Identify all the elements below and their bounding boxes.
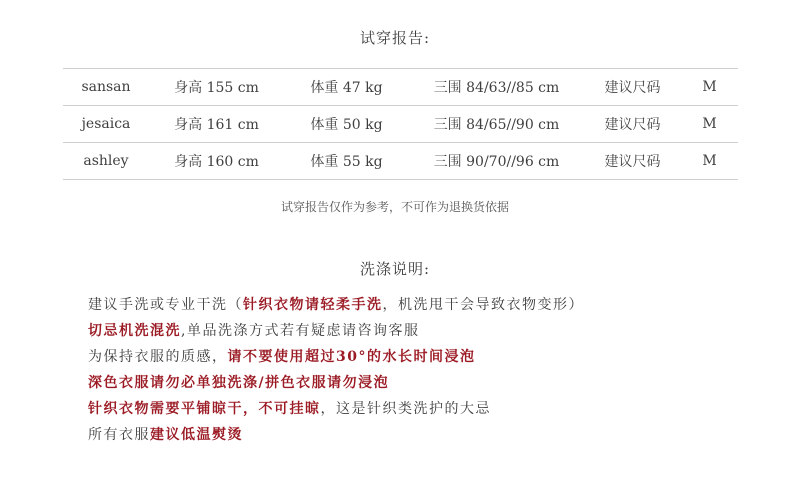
table-row bbox=[63, 68, 738, 105]
care-highlight-text: 深色衣服请勿必单独洗涤/拼色衣服请勿浸泡 bbox=[88, 375, 390, 391]
suggested-size-cell: M bbox=[681, 142, 738, 180]
table-row bbox=[63, 105, 738, 142]
model-weight-cell: 体重 55 kg bbox=[284, 142, 409, 180]
suggested-size-cell: M bbox=[681, 105, 738, 142]
suggested-size-label-cell: 建议尺码 bbox=[584, 142, 681, 180]
fit-report-table bbox=[63, 68, 738, 180]
care-text: 为保持衣服的质感， bbox=[88, 349, 228, 365]
care-text: 所有衣服 bbox=[88, 427, 150, 443]
care-line bbox=[88, 292, 748, 318]
table-row bbox=[63, 142, 738, 180]
model-measurements-cell: 三围 84/65//90 cm bbox=[409, 105, 584, 142]
model-weight-cell: 体重 47 kg bbox=[284, 68, 409, 105]
model-name-cell: sansan bbox=[63, 68, 149, 105]
care-text: 建议手洗或专业干洗（ bbox=[88, 297, 243, 313]
model-weight-cell: 体重 50 kg bbox=[284, 105, 409, 142]
care-instructions-list bbox=[88, 292, 748, 448]
model-height-cell: 身高 161 cm bbox=[149, 105, 284, 142]
care-line bbox=[88, 396, 748, 422]
care-line bbox=[88, 422, 748, 448]
care-instructions-title: 洗涤说明: bbox=[359, 260, 431, 278]
model-measurements-cell: 三围 84/63//85 cm bbox=[409, 68, 584, 105]
suggested-size-label-cell: 建议尺码 bbox=[584, 68, 681, 105]
care-text: ，这是针织类洗护的大忌 bbox=[320, 401, 491, 417]
care-text: ，机洗甩干会导致衣物变形） bbox=[382, 297, 584, 313]
care-highlight-text: 针织衣物需要平铺晾干，不可挂晾 bbox=[88, 401, 321, 417]
care-highlight-text: 针织衣物请轻柔手洗 bbox=[243, 297, 383, 313]
care-text: ,单品洗涤方式若有疑虑请咨询客服 bbox=[181, 323, 420, 339]
fit-report-title: 试穿报告: bbox=[359, 29, 431, 47]
model-height-cell: 身高 160 cm bbox=[149, 142, 284, 180]
care-highlight-text: 建议低温熨烫 bbox=[150, 427, 243, 443]
care-line bbox=[88, 318, 748, 344]
suggested-size-cell: M bbox=[681, 68, 738, 105]
model-measurements-cell: 三围 90/70//96 cm bbox=[409, 142, 584, 180]
care-line bbox=[88, 370, 748, 396]
model-name-cell: ashley bbox=[63, 142, 149, 180]
care-highlight-text: 切忌机洗混洗 bbox=[88, 323, 181, 339]
care-line bbox=[88, 344, 748, 370]
suggested-size-label-cell: 建议尺码 bbox=[584, 105, 681, 142]
fit-report-disclaimer: 试穿报告仅作为参考，不可作为退换货依据 bbox=[280, 200, 509, 214]
model-height-cell: 身高 155 cm bbox=[149, 68, 284, 105]
model-name-cell: jesaica bbox=[63, 105, 149, 142]
care-highlight-text: 请不要使用超过30°的水长时间浸泡 bbox=[227, 349, 476, 365]
